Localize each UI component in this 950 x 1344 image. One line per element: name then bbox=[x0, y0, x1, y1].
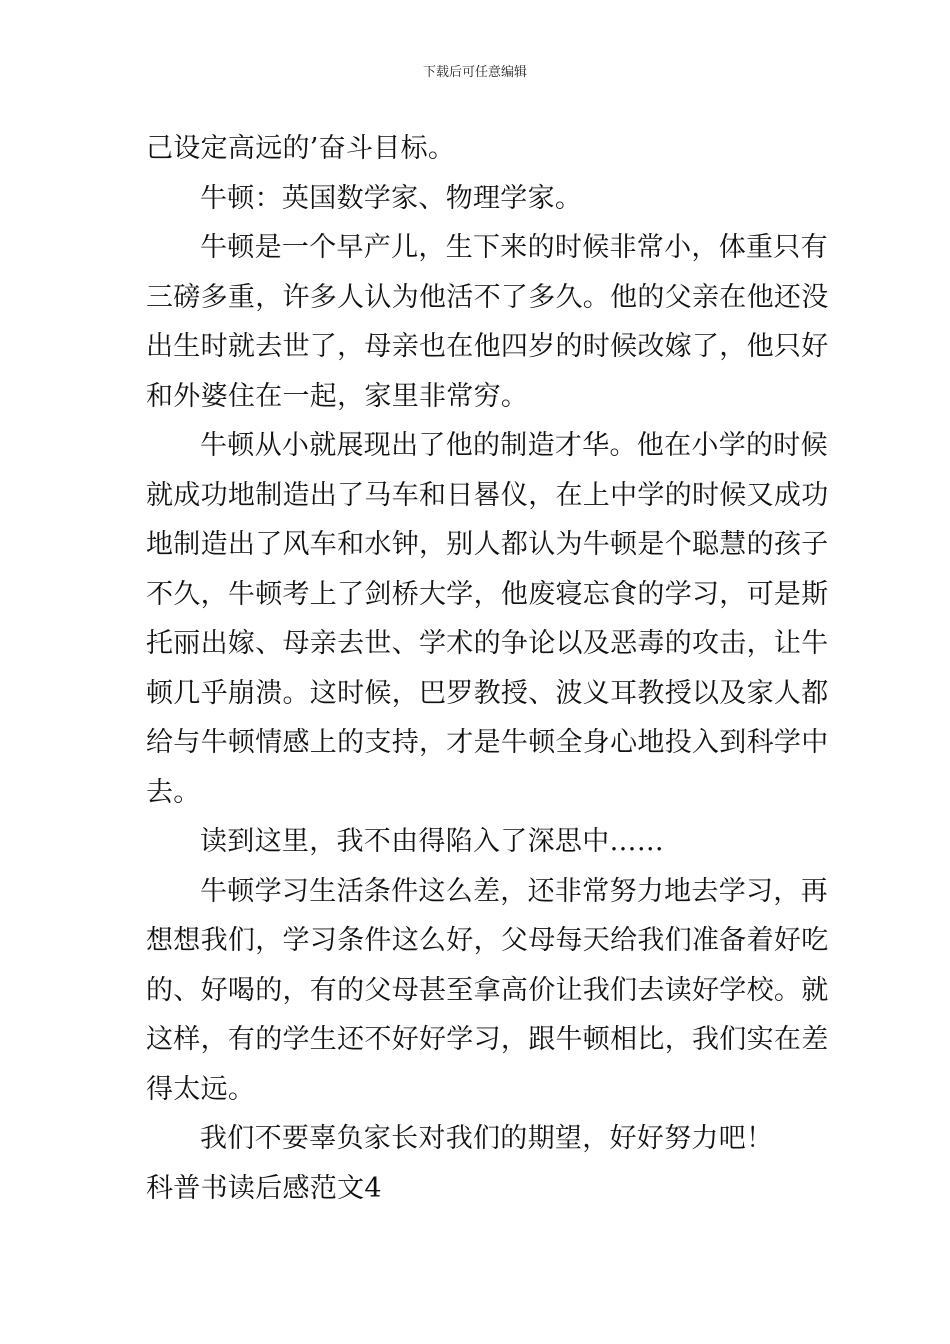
paragraph-line: 三磅多重，许多人认为他活不了多久。他的父亲在他还没 bbox=[146, 281, 829, 313]
page-header: 下载后可任意编辑 bbox=[422, 65, 527, 80]
paragraph-line: 牛顿是一个早产儿，生下来的时候非常小，体重只有 bbox=[200, 232, 828, 263]
paragraph-line: 牛顿从小就展现出了他的制造才华。他在小学的时候 bbox=[200, 430, 828, 461]
paragraph-line: 和外婆住在一起，家里非常穷。 bbox=[146, 380, 529, 412]
paragraph-line: 己设定高远的’奋斗目标。 bbox=[146, 133, 456, 164]
paragraph-line: 给与牛顿情感上的支持，才是牛顿全身心地投入到科学中 bbox=[146, 727, 829, 758]
paragraph-line: 的、好喝的，有的父母甚至拿高价让我们去读好学校。就 bbox=[146, 974, 829, 1006]
paragraph-line: 不久，牛顿考上了剑桥大学，他废寝忘食的学习，可是斯 bbox=[146, 578, 829, 610]
paragraph-line: 去。 bbox=[146, 776, 201, 808]
paragraph-line: 读到这里，我不由得陷入了深思中…… bbox=[200, 826, 665, 857]
paragraph-line: 地制造出了风车和水钟，别人都认为牛顿是个聪慧的孩子 bbox=[146, 529, 829, 560]
paragraph-line: 出生时就去世了，母亲也在他四岁的时候改嫁了，他只好 bbox=[146, 331, 829, 362]
paragraph-line: 托丽出嫁、母亲去世、学术的争论以及恶毒的攻击，让牛 bbox=[146, 628, 829, 659]
paragraph-line: 顿几乎崩溃。这时候，巴罗教授、波义耳教授以及家人都 bbox=[146, 677, 829, 709]
document-body bbox=[146, 124, 829, 1213]
paragraph-line: 这样，有的学生还不好好学习，跟牛顿相比，我们实在差 bbox=[146, 1024, 829, 1055]
paragraph-line: 我们不要辜负家长对我们的期望，好好努力吧！ bbox=[200, 1123, 774, 1154]
paragraph-line: 牛顿学习生活条件这么差，还非常努力地去学习，再 bbox=[200, 875, 828, 907]
paragraph-line: 想想我们，学习条件这么好，父母每天给我们准备着好吃 bbox=[146, 925, 829, 956]
section-heading: 科普书读后感范文4 bbox=[146, 1172, 382, 1204]
paragraph-line: 牛顿：英国数学家、物理学家。 bbox=[200, 182, 583, 214]
paragraph-line: 就成功地制造出了马车和日晷仪，在上中学的时候又成功 bbox=[146, 479, 829, 511]
paragraph-line: 得太远。 bbox=[146, 1073, 256, 1105]
